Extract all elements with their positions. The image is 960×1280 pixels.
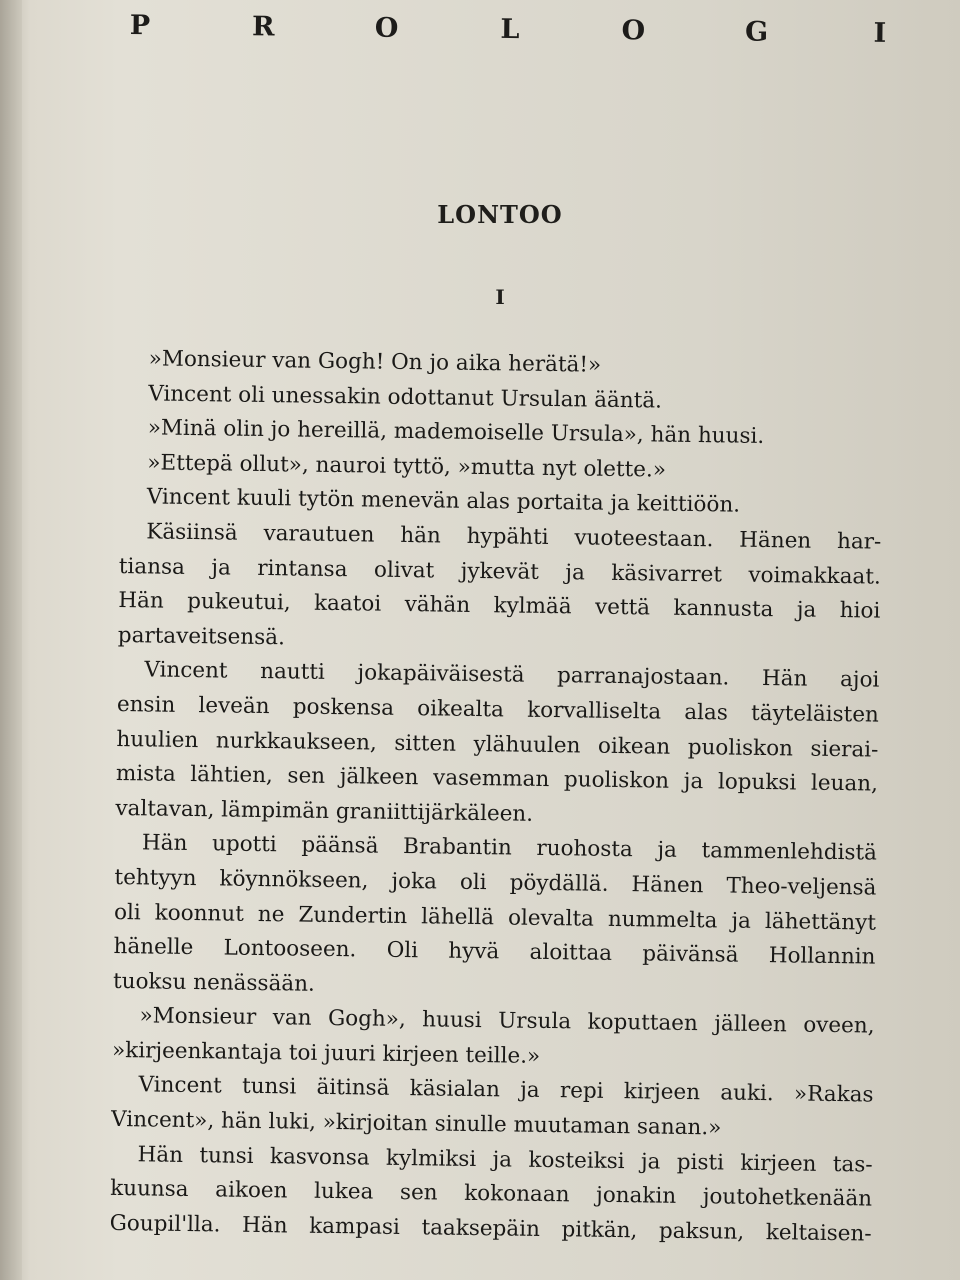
text-line: hänelle Lontooseen. Oli hyvä aloittaa päivänsä Hollannin	[113, 934, 876, 970]
running-head-letter: R	[251, 11, 275, 43]
running-head-letter: G	[744, 16, 769, 48]
text-line: »Ettepä ollut», nauroi tyttö, »mutta nyt olette.»	[147, 450, 667, 483]
running-head-letter: I	[873, 17, 887, 49]
text-line: Hän tunsi kasvonsa kylmiksi ja kosteiksi ja pisti kirjeen tas-	[137, 1141, 873, 1178]
text-line: Goupil'lla. Hän kampasi taaksepäin pitkän, paksun, keltaisen-	[109, 1210, 872, 1247]
text-line: Vincent oli unessakin odottanut Ursulan ääntä.	[148, 380, 663, 414]
text-line: huulien nurkkaukseen, sitten ylähuulen oikean puoliskon sierai-	[116, 726, 879, 763]
running-head-letter: P	[129, 10, 151, 42]
text-line: tuoksu nenässään.	[112, 968, 316, 997]
chapter-title: LONTOO	[437, 200, 563, 229]
text-line: Vincent tunsi äitinsä käsialan ja repi kirjeen auki. »Rakas	[138, 1072, 874, 1109]
text-line: tehtyyn köynnökseen, joka oli pöydällä. Hänen Theo-veljensä	[114, 864, 877, 901]
running-head	[120, 10, 900, 49]
text-line: Vincent nautti jokapäiväisestä parranajostaan. Hän ajoi	[144, 657, 880, 693]
text-line: ensin leveän poskensa oikealta korvalliselta alas täyteläisten	[116, 691, 880, 728]
text-line: partaveitsensä.	[117, 622, 286, 651]
text-line: valtavan, lämpimän graniittijärkäleen.	[115, 795, 534, 827]
text-line: mista lähtien, sen jälkeen vasemman puoliskon ja lopuksi leuan,	[115, 761, 879, 797]
text-line: »kirjeenkantaja toi juuri kirjeen teille.»	[111, 1037, 541, 1069]
running-head-letter: O	[621, 15, 646, 47]
text-line: Vincent», hän luki, »kirjoitan sinulle muutaman sanan.»	[110, 1106, 722, 1141]
text-line: »Monsieur van Gogh», huusi Ursula koputtaen jälleen oveen,	[139, 1003, 875, 1039]
running-head-letter: O	[374, 12, 399, 44]
text-line: tiansa ja rintansa olivat jykevät ja käsivarret voimakkaat.	[118, 553, 881, 590]
book-gutter	[0, 0, 22, 1280]
text-line: oli koonnut ne Zundertin lähellä olevalta nummelta ja lähettänyt	[113, 899, 877, 936]
text-line: Vincent kuuli tytön menevän alas portaita ja keittiöön.	[146, 484, 741, 519]
text-line: kuunsa aikoen lukea sen kokonaan jonakin joutohetkenään	[110, 1176, 873, 1212]
text-line: Hän upotti päänsä Brabantin ruohosta ja tammenlehdistä	[141, 830, 878, 866]
body-text	[109, 342, 883, 1252]
text-line: »Minä olin jo hereillä, mademoiselle Ursula», hän huusi.	[147, 415, 765, 450]
running-head-letter: L	[500, 13, 520, 46]
text-line: Käsiinsä varautuen hän hypähti vuoteestaan. Hänen har-	[146, 519, 882, 555]
section-number: I	[495, 285, 505, 309]
text-line: »Monsieur van Gogh! On jo aika herätä!»	[148, 346, 602, 378]
text-line: Hän pukeutui, kaatoi vähän kylmää vettä kannusta ja hioi	[118, 588, 881, 624]
